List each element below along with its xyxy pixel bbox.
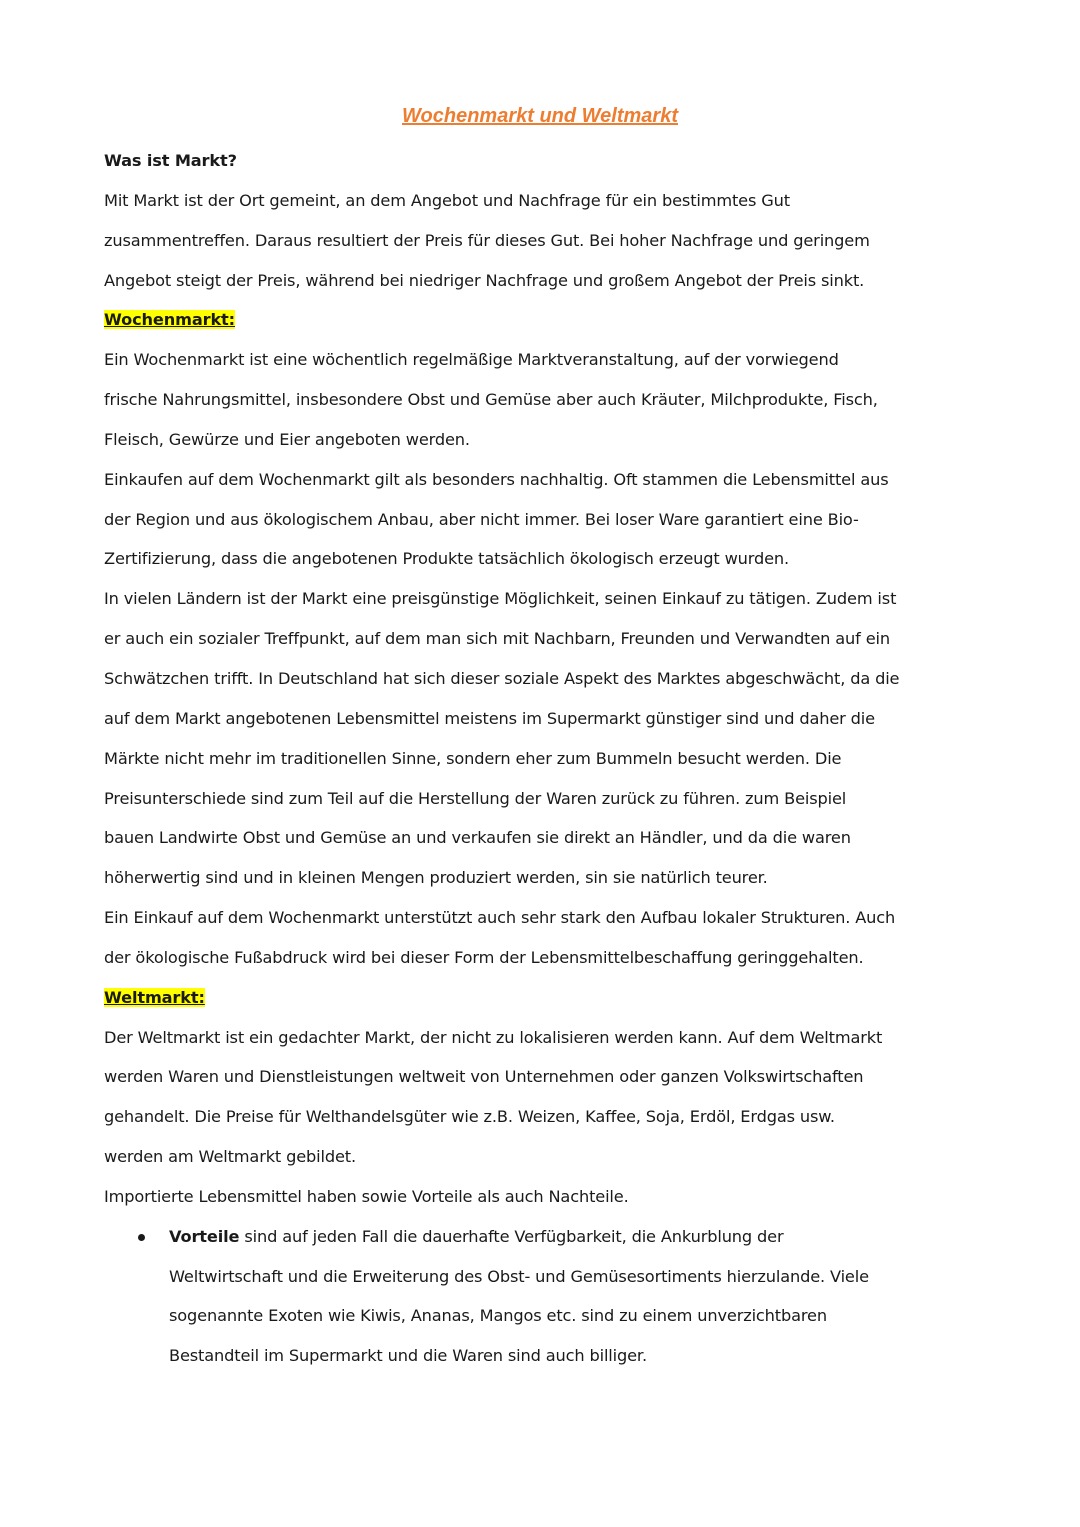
- paragraph-line: zusammentreffen. Daraus resultiert der Preis für dieses Gut. Bei hoher Nachfrage und geringem: [104, 230, 870, 250]
- paragraph-line: er auch ein sozialer Treffpunkt, auf dem man sich mit Nachbarn, Freunden und Verwandten auf ein: [104, 629, 890, 649]
- paragraph-line: Der Weltmarkt ist ein gedachter Markt, der nicht zu lokalisieren werden kann. Auf dem Weltmarkt: [104, 1027, 883, 1047]
- paragraph-line: der Region und aus ökologischem Anbau, aber nicht immer. Bei loser Ware garantiert eine Bio-: [104, 509, 859, 529]
- paragraph-line: werden Waren und Dienstleistungen weltweit von Unternehmen oder ganzen Volkswirtschaften: [104, 1067, 864, 1087]
- paragraph-line: Importierte Lebensmittel haben sowie Vorteile als auch Nachteile.: [104, 1186, 629, 1206]
- section-heading-weltmarkt-wrapper: [104, 978, 984, 1018]
- paragraph-line: Preisunterschiede sind zum Teil auf die Herstellung der Waren zurück zu führen. zum Beispiel: [104, 788, 847, 808]
- paragraph-line: werden am Weltmarkt gebildet.: [104, 1147, 356, 1167]
- section-heading-was-ist-markt: Was ist Markt?: [104, 151, 237, 170]
- paragraph-line: bauen Landwirte Obst und Gemüse an und verkaufen sie direkt an Händler, und da die waren: [104, 828, 851, 848]
- paragraph-line: Mit Markt ist der Ort gemeint, an dem Angebot und Nachfrage für ein bestimmtes Gut: [104, 190, 790, 210]
- paragraph-line: Schwätzchen trifft. In Deutschland hat sich dieser soziale Aspekt des Marktes abgeschwächt, da die: [104, 668, 900, 688]
- paragraph-line: In vielen Ländern ist der Markt eine preisgünstige Möglichkeit, seinen Einkauf zu tätigen. Zudem ist: [104, 589, 897, 609]
- bullet-icon: [138, 1234, 145, 1241]
- section-heading-wochenmarkt: Wochenmarkt:: [104, 310, 235, 330]
- paragraph-line: gehandelt. Die Preise für Welthandelsgüter wie z.B. Weizen, Kaffee, Soja, Erdöl, Erdgas usw.: [104, 1107, 835, 1127]
- section-heading-wochenmarkt-wrapper: [104, 300, 984, 340]
- bullet-bold-term: Vorteile: [169, 1226, 240, 1246]
- paragraph-line: höherwertig sind und in kleinen Mengen produziert werden, sin sie natürlich teurer.: [104, 868, 768, 888]
- paragraph-line: Angebot steigt der Preis, während bei niedriger Nachfrage und großem Angebot der Preis sinkt.: [104, 270, 865, 290]
- paragraph-line: Fleisch, Gewürze und Eier angeboten werden.: [104, 429, 470, 449]
- document-title: Wochenmarkt und Weltmarkt: [402, 105, 678, 127]
- paragraph-line: Einkaufen auf dem Wochenmarkt gilt als besonders nachhaltig. Oft stammen die Lebensmittel aus: [104, 469, 889, 489]
- paragraph-line: auf dem Markt angebotenen Lebensmittel meistens im Supermarkt günstiger sind und daher die: [104, 708, 875, 728]
- document-body: [104, 141, 984, 1376]
- bullet-continuation-line: Weltwirtschaft und die Erweiterung des Obst- und Gemüsesortiments hierzulande. Viele: [169, 1266, 869, 1286]
- bullet-text: sind auf jeden Fall die dauerhafte Verfügbarkeit, die Ankurblung der: [239, 1226, 784, 1246]
- bullet-item-vorteile: [104, 1217, 984, 1257]
- paragraph-line: Ein Wochenmarkt ist eine wöchentlich regelmäßige Marktveranstaltung, auf der vorwiegend: [104, 350, 839, 370]
- paragraph-line: Märkte nicht mehr im traditionellen Sinne, sondern eher zum Bummeln besucht werden. Die: [104, 748, 842, 768]
- section-heading-weltmarkt: Weltmarkt:: [104, 987, 205, 1007]
- paragraph-line: der ökologische Fußabdruck wird bei dieser Form der Lebensmittelbeschaffung geringgehalten.: [104, 947, 864, 967]
- paragraph-line: Ein Einkauf auf dem Wochenmarkt unterstützt auch sehr stark den Aufbau lokaler Strukturen. Auch: [104, 908, 896, 928]
- bullet-continuation-line: sogenannte Exoten wie Kiwis, Ananas, Mangos etc. sind zu einem unverzichtbaren: [169, 1306, 827, 1326]
- paragraph-line: Zertifizierung, dass die angebotenen Produkte tatsächlich ökologisch erzeugt wurden.: [104, 549, 790, 569]
- paragraph-line: frische Nahrungsmittel, insbesondere Obst und Gemüse aber auch Kräuter, Milchprodukte, Fisch,: [104, 390, 878, 410]
- bullet-continuation-line: Bestandteil im Supermarkt und die Waren sind auch billiger.: [169, 1346, 647, 1366]
